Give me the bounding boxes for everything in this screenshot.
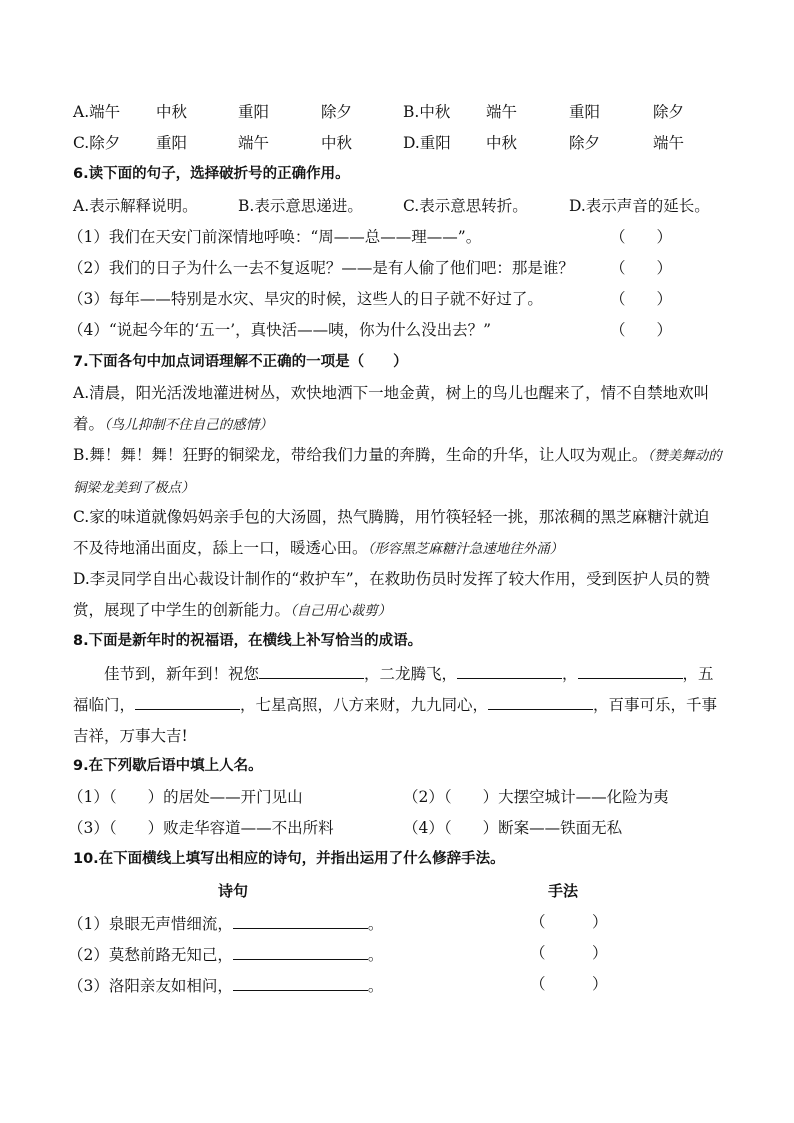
q10-blank-2[interactable] (233, 941, 368, 960)
q7-option-b-note: （赞美舞动的铜梁龙美到了极点） (73, 448, 722, 496)
q9-title: 9.在下列歇后语中填上人名。 (73, 758, 263, 774)
q10-technique-1[interactable]: （ ） (530, 913, 608, 931)
q10-column-technique: 手法 (548, 882, 579, 900)
q10-blank-3[interactable] (233, 972, 368, 991)
q8-blank-4[interactable] (135, 691, 240, 710)
q5-option-d1: D.重阳 (403, 134, 451, 152)
q10-technique-3[interactable]: （ ） (530, 975, 608, 993)
q8-title: 8.下面是新年时的祝福语，在横线上补写恰当的成语。 (73, 633, 423, 649)
q6-item-1: （1）我们在天安门前深情地呼唤：“周——总——理——”。 (68, 228, 482, 246)
q6-option-c: C.表示意思转折。 (403, 197, 528, 215)
q7-option-b (73, 440, 723, 504)
q8-blank-5[interactable] (488, 691, 593, 710)
q8-text-2: ，二龙腾飞， (364, 665, 458, 683)
q8-text-3: ， (562, 665, 578, 683)
q5-option-c3: 端午 (238, 134, 270, 152)
q6-answer-4[interactable]: （ ） (610, 321, 673, 339)
q5-option-a4: 除夕 (321, 103, 353, 121)
q6-option-a: A.表示解释说明。 (73, 197, 198, 215)
q10-poem-2: （2）莫愁前路无知己， (68, 946, 233, 964)
q10-blank-1[interactable] (233, 910, 368, 929)
q5-option-c2: 重阳 (156, 134, 188, 152)
q7-option-c-text: C.家的味道就像妈妈亲手包的大汤圆，热气腾腾，用竹筷轻轻一挑，那浓稠的黑芝麻糖汁就迫不及待地涌出面皮，舔上一口，暖透心田。 (73, 508, 710, 557)
q7-option-c-note: （形容黑芝麻糖汁急速地往外涌） (367, 541, 564, 557)
q8-text-6: ，百事可乐，千事吉祥，万事大 (73, 696, 718, 745)
q5-option-c4: 中秋 (321, 134, 353, 152)
q8-text-4: ，五福临门， (73, 665, 714, 714)
q6-item-4: （4）“说起今年的‘五一’，真快活——咦，你为什么没出去？” (68, 321, 492, 339)
q6-answer-1[interactable]: （ ） (610, 228, 673, 246)
q6-title: 6.读下面的句子，选择破折号的正确作用。 (73, 166, 350, 182)
q5-option-a3: 重阳 (238, 103, 270, 121)
q6-item-3: （3）每年——特别是水灾、旱灾的时候，这些人的日子就不好过了。 (68, 290, 543, 308)
q10-title: 10.在下面横线上填写出相应的诗句，并指出运用了什么修辞手法。 (73, 851, 505, 867)
q10-end-3: 。 (367, 977, 384, 995)
q10-row-1 (68, 910, 383, 934)
q8-text-5: ，七星高照，八方来财，九九同心， (240, 696, 489, 714)
q5-option-b3: 重阳 (569, 103, 601, 121)
q10-poem-3: （3）洛阳亲友如相问， (68, 977, 233, 995)
q6-option-b: B.表示意思递进。 (238, 197, 363, 215)
q10-row-3 (68, 972, 383, 996)
q5-option-a2: 中秋 (156, 103, 188, 121)
q7-option-a-text: A.清晨，阳光活泼地灌进树丛，欢快地洒下一地金黄，树上的鸟儿也醒来了，情不自禁地欢叫着。 (73, 384, 710, 433)
q8-blank-3[interactable] (578, 660, 683, 679)
q6-item-2: （2）我们的日子为什么一去不复返呢？——是有人偷了他们吧：那是谁？ (68, 259, 574, 277)
q8-blank-2[interactable] (457, 660, 562, 679)
q7-option-a (73, 378, 723, 441)
q10-end-1: 。 (367, 915, 384, 933)
q6-answer-2[interactable]: （ ） (610, 259, 673, 277)
q7-option-c (73, 502, 723, 565)
q10-technique-2[interactable]: （ ） (530, 944, 608, 962)
q10-end-2: 。 (367, 946, 384, 964)
q5-option-b1: B.中秋 (403, 103, 451, 121)
q7-option-d-text: D.李灵同学自出心裁设计制作的“救护车”，在救助伤员时发挥了较大作用，受到医护人员的赞赏，展现了中学生的创新能力。 (73, 570, 711, 619)
q9-item-3[interactable]: （3）（ ）败走华容道——不出所料 (68, 819, 334, 837)
q9-item-4[interactable]: （4）（ ）断案——铁面无私 (403, 819, 623, 837)
q10-column-poem: 诗句 (218, 882, 249, 900)
q5-option-c1: C.除夕 (73, 134, 121, 152)
q5-option-b4: 除夕 (653, 103, 685, 121)
q7-option-d (73, 564, 723, 627)
q5-option-d3: 除夕 (569, 134, 601, 152)
q9-item-2[interactable]: （2）（ ）大摆空城计——化险为夷 (403, 788, 669, 806)
q7-option-b-text: B.舞！舞！舞！狂野的铜梁龙，带给我们力量的奔腾，生命的升华，让人叹为观止。 (73, 446, 648, 464)
q8-text-7: 吉! (166, 727, 188, 745)
q9-item-1[interactable]: （1）（ ）的居处——开门见山 (68, 788, 303, 806)
q8-blank-1[interactable] (259, 660, 364, 679)
q5-option-d4: 端午 (653, 134, 685, 152)
q10-poem-1: （1）泉眼无声惜细流， (68, 915, 233, 933)
q7-option-d-note: （自己用心裁剪） (290, 603, 392, 619)
q7-option-a-note: （鸟儿抑制不住自己的感情） (104, 417, 273, 433)
q7-title: 7.下面各句中加点词语理解不正确的一项是（ ） (73, 354, 408, 370)
q5-option-d2: 中秋 (486, 134, 518, 152)
q10-row-2 (68, 941, 383, 965)
q5-option-a1: A.端午 (73, 103, 121, 121)
q6-answer-3[interactable]: （ ） (610, 290, 673, 308)
q8-paragraph (73, 659, 723, 752)
q5-option-b2: 端午 (486, 103, 518, 121)
q6-option-d: D.表示声音的延长。 (569, 197, 710, 215)
q8-text-1: 佳节到，新年到！祝您 (104, 665, 260, 683)
